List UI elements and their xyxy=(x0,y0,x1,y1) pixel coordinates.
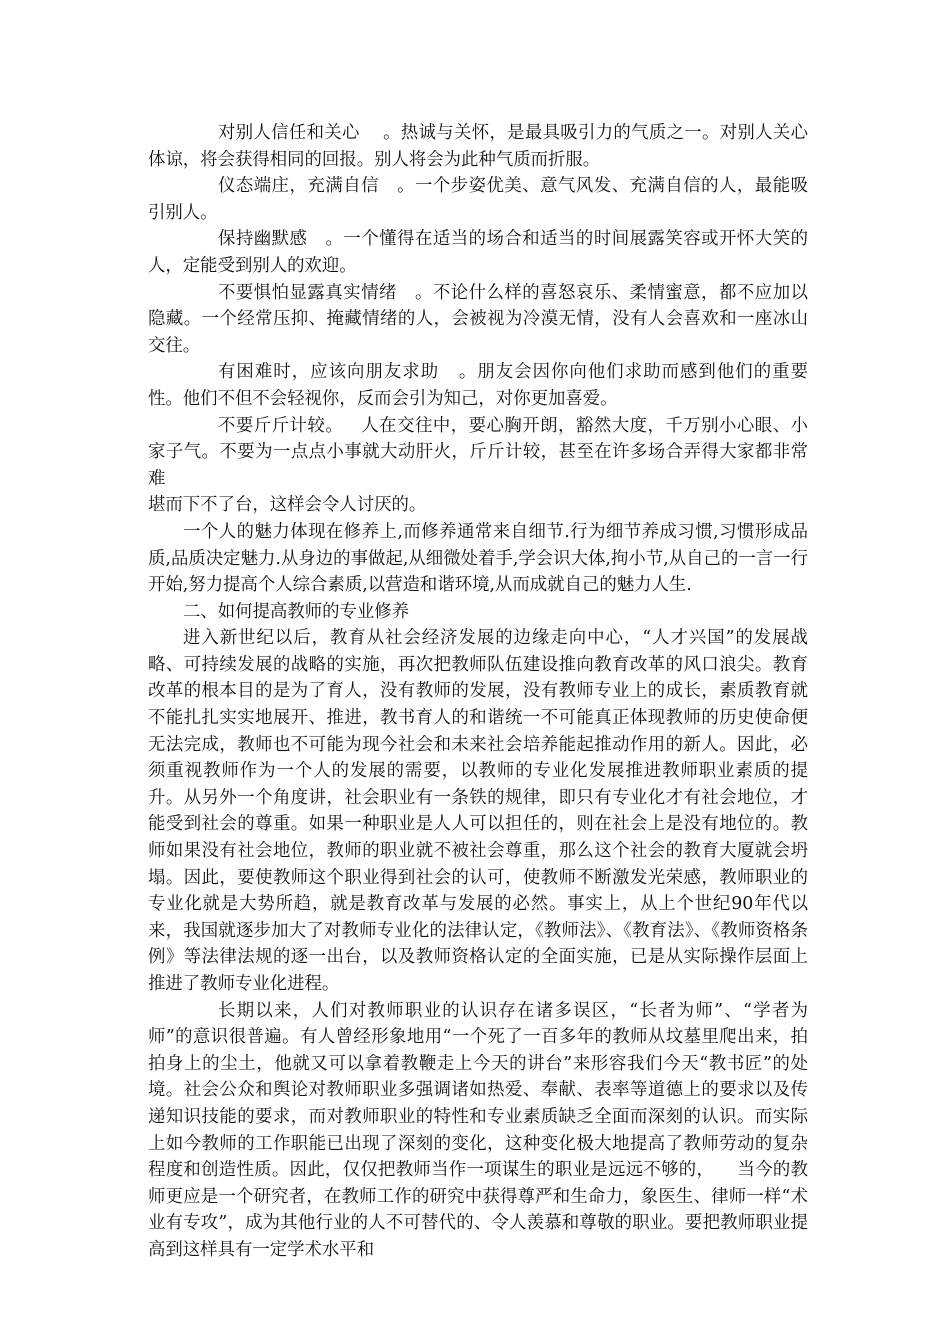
paragraph-text-tail: 当今的教师更应是一个研究者，在教师工作的研究中获得尊严和生命力，象医生、律师一样“术业有专攻”，成为其他行业的人不可替代的、令人羡慕和尊敬的职业。要把教师职业提高到这样具有一定学术水平和 xyxy=(148,1160,808,1260)
paragraph-text: 。不论什么样的喜怒哀乐、柔情蜜意，都不应加以隐藏。一个经常压抑、掩藏情绪的人，会被视为冷漠无情，没有人会喜欢和一座冰山交往。 xyxy=(148,282,808,356)
paragraph-lead: 对别人信任和关心 xyxy=(218,123,360,143)
paragraph-charm-summary: 一个人的魅力体现在修养上,而修养通常来自细节.行为细节养成习惯,习惯形成品质,品质决定魅力.从身边的事做起,从细微处着手,学会识大体,拘小节,从自己的一言一行开始,努力提高个人综合素质,以营造和谐环境,从而成就自己的魅力人生. xyxy=(148,521,808,596)
paragraph-trust xyxy=(148,120,808,173)
paragraph-lead: 保持幽默感 xyxy=(218,229,308,250)
paragraph-new-century: 进入新世纪以后，教育从社会经济发展的边缘走向中心，“人才兴国”的发展战略、可持续发展的战略的实施，再次把教师队伍建设推向教育改革的风口浪尖。教育改革的根本目的是为了育人，没有教师的发展，没有教师专业上的成长，素质教育就不能扎扎实实地展开、推进，教书育人的和谐统一不可能真正体现教师的历史使命便无法完成，教师也不可能为现今社会和未来社会培养能起推动作用的新人。因此，必须重视教师作为一个人的发展的需要，以教师的专业化发展推进教师职业素质的提升。从另外一个角度讲，社会职业有一条铁的规律，即只有专业化才有社会地位，才能受到社会的尊重。如果一种职业是人人可以担任的，则在社会上是没有地位的。教师如果没有社会地位，教师的职业就不被社会尊重，那么这个社会的教育大厦就会坍塌。因此，要使教师这个职业得到社会的认可，使教师不断激发光荣感，教师职业的专业化就是大势所趋，就是教育改革与发展的必然。事实上，从上个世纪90年代以来，我国就逐步加大了对教师专业化的法律认定，《教师法》、《教育法》、《教师资格条例》等法律法规的逐一出台，以及教师资格认定的全面实施，已是从实际操作层面上推进了教师专业化进程。 xyxy=(148,628,808,994)
paragraph-no-calculating xyxy=(148,413,808,493)
paragraph-text: 。一个步姿优美、意气风发、充满自信的人，最能吸引别人。 xyxy=(148,176,808,223)
paragraph-lead: 仪态端庄，充满自信 xyxy=(218,176,379,197)
paragraph-humor xyxy=(148,226,808,279)
section-heading: 二、如何提高教师的专业修养 xyxy=(183,601,410,622)
paragraph-misconceptions xyxy=(148,998,808,1264)
paragraph-text: 。热诚与关怀，是最具吸引力的气质之一。对别人关心体谅，将会获得相同的回报。别人将会为此种气质而折服。 xyxy=(148,123,808,170)
paragraph-text: 。一个懂得在适当的场合和适当的时间展露笑容或开怀大笑的人，定能受到别人的欢迎。 xyxy=(148,229,808,276)
paragraph-lead: 不要斤斤计较。 xyxy=(218,415,344,436)
paragraph-lead: 有困难时，应该向朋友求助 xyxy=(218,362,440,383)
paragraph-continuation: 堪而下不了台，这样会令人讨厌的。 xyxy=(148,495,427,516)
paragraph-ask-help xyxy=(148,359,808,412)
paragraph-confidence xyxy=(148,173,808,226)
paragraph-emotions xyxy=(148,280,808,360)
paragraph-text: 。朋友会因你向他们求助而感到他们的重要性。他们不但不会轻视你，反而会引为知己，对你更加喜爱。 xyxy=(148,362,808,409)
paragraph-text: 长期以来，人们对教师职业的认识存在诸多误区，“长者为师”、“学者为师”的意识很普遍。有人曾经形象地用“一个死了一百多年的教师从坟墓里爬出来，拍拍身上的尘土，他就又可以拿着教鞭走上今天的讲台”来形容我们今天“教书匠”的处境。社会公众和舆论对教师职业多强调诸如热爱、奉献、表率等道德上的要求以及传递知识技能的要求，而对教师职业的特性和专业素质缺乏全面而深刻的认识。而实际上如今教师的工作职能已出现了深刻的变化，这种变化极大地提高了教师劳动的复杂程度和创造性质。因此，仅仅把教师当作一项谋生的职业是远远不够的， xyxy=(148,1000,808,1181)
paragraph-text: 人在交往中，要心胸开朗，豁然大度，千万别小心眼、小家子气。不要为一点点小事就大动肝火，斤斤计较，甚至在许多场合弄得大家都非常难 xyxy=(148,415,808,489)
document-body xyxy=(148,120,808,1264)
paragraph-lead: 不要惧怕显露真实情绪 xyxy=(218,282,397,303)
